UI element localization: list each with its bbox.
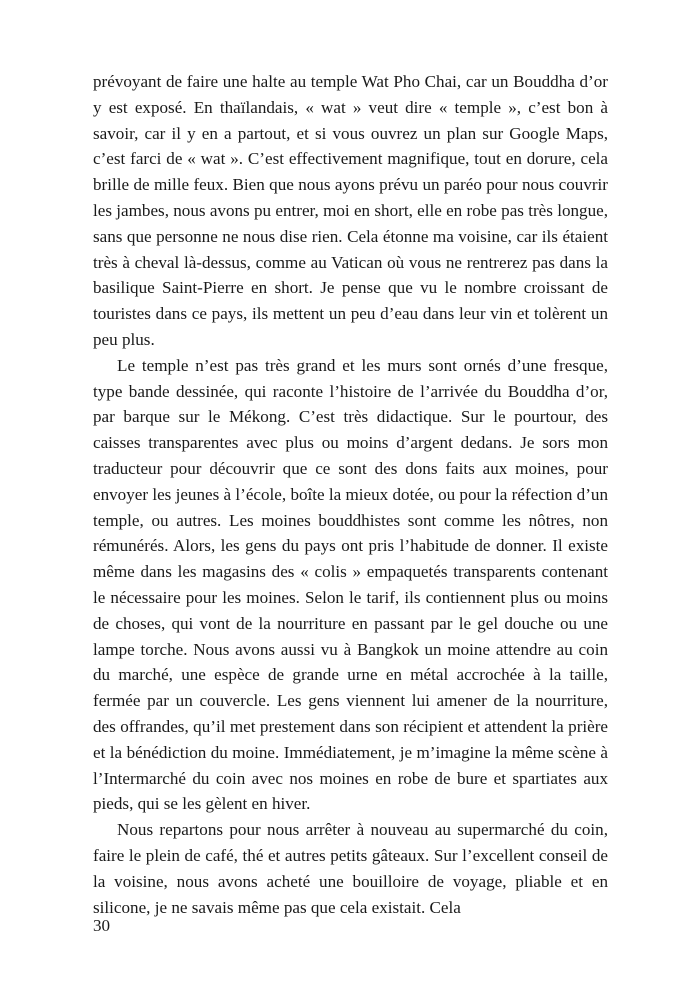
body-text	[93, 69, 608, 920]
paragraph-temple-fresco: Le temple n’est pas très grand et les murs sont ornés d’une fresque, type bande dessinée, qui raconte l’histoire de l’arrivée du Bouddha d’or, par barque sur le Mékong. C’est très didactique. Sur le pourtour, des caisses transparentes avec plus ou moins d’argent dedans. Je sors mon traducteur pour découvrir que ce sont des dons faits aux moines, pour envoyer les jeunes à l’école, boîte la mieux dotée, ou pour la réfection d’un temple, ou autres. Les moines bouddhistes sont comme les nôtres, non rémunérés. Alors, les gens du pays ont pris l’habitude de donner. Il existe même dans les magasins des « colis » empaquetés transparents contenant le nécessaire pour les moines. Selon le tarif, ils contiennent plus ou moins de choses, qui vont de la nourriture en passant par le gel douche ou une lampe torche. Nous avons aussi vu à Bangkok un moine attendre au coin du marché, une espèce de grande urne en métal accrochée à la taille, fermée par un couvercle. Les gens viennent lui amener de la nourriture, des offrandes, qu’il met prestement dans son récipient et attendent la prière et la bénédiction du moine. Immédiatement, je m’imagine la même scène à l’Intermarché du coin avec nos moines en robe de bure et spartiates aux pieds, qui se les gèlent en hiver.	[93, 355, 608, 814]
paragraph-supermarket: Nous repartons pour nous arrêter à nouveau au supermarché du coin, faire le plein de café, thé et autres petits gâteaux. Sur l’excellent conseil de la voisine, nous avons acheté une bouilloire de voyage, pliable et en silicone, je ne savais même pas que cela existait. Cela	[93, 820, 608, 917]
paragraph-continuation: prévoyant de faire une halte au temple Wat Pho Chai, car un Bouddha d’or y est exposé. En thaïlandais, « wat » veut dire « temple », c’est bon à savoir, car il y en a partout, et si vous ouvrez un plan sur Google Maps, c’est farci de « wat ». C’est effectivement magnifique, tout en dorure, cela brille de mille feux. Bien que nous ayons prévu un paréo pour nous couvrir les jambes, nous avons pu entrer, moi en short, elle en robe pas très longue, sans que personne ne nous dise rien. Cela étonne ma voisine, car ils étaient très à cheval là-dessus, comme au Vatican où vous ne rentrerez pas dans la basilique Saint-Pierre en short. Je pense que vu le nombre croissant de touristes dans ce pays, ils mettent un peu d’eau dans leur vin et tolèrent un peu plus.	[93, 72, 608, 349]
page-number: 30	[93, 916, 111, 935]
